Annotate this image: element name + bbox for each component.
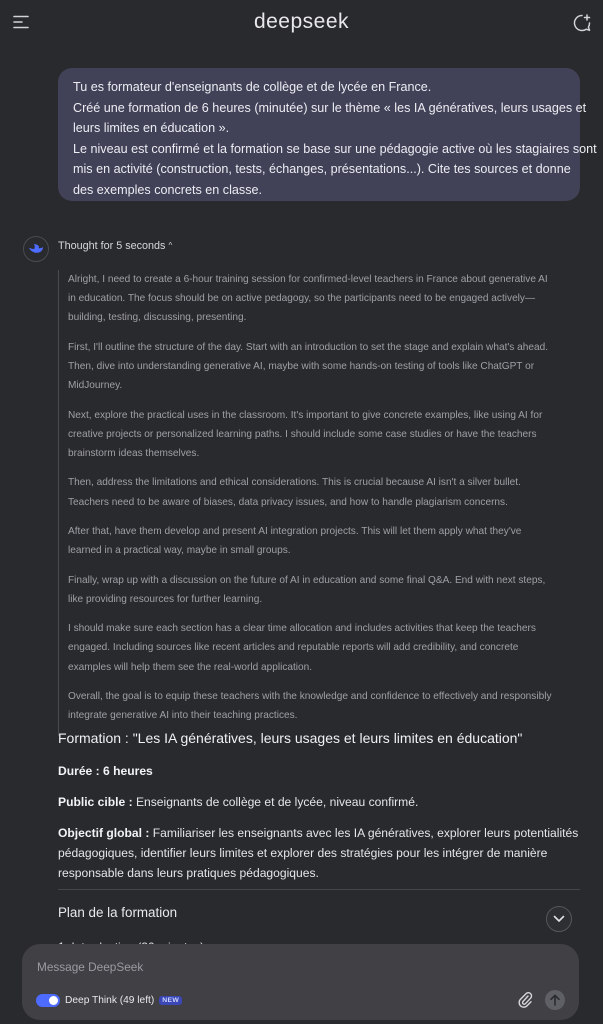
scroll-down-button[interactable]	[546, 906, 572, 932]
user-message	[58, 68, 597, 201]
assistant-answer	[58, 728, 583, 894]
audience-line: Public cible : Enseignants de collège et de lycée, niveau confirmé.	[58, 795, 419, 809]
answer-title: Formation : "Les IA génératives, leurs usages et leurs limites en éducation"	[58, 730, 523, 746]
toggle-knob	[49, 996, 58, 1005]
thinking-paragraph: Next, explore the practical uses in the classroom. It's important to give concrete examples, like using AI for creative projects or personalized learning paths. I should include some case studies or have the teachers brainstorm ideas themselves.	[68, 409, 543, 459]
objective-line: Objectif global : Familiariser les enseignants avec les IA génératives, explorer leurs potentialités pédagogiques, identifier leurs limites et explorer des stratégies pour les intégrer de manière responsable dans leurs pratiques pédagogiques.	[58, 826, 579, 880]
duration-line: Durée : 6 heures	[58, 764, 153, 778]
user-message-line: leurs limites en éducation ».	[73, 121, 230, 135]
deep-think-label: Deep Think (49 left)	[65, 995, 155, 1006]
user-message-line: Créé une formation de 6 heures (minutée) sur le thème « les IA génératives, leurs usages et	[73, 100, 587, 115]
deep-think-toggle[interactable]	[36, 994, 182, 1007]
thinking-paragraph: I should make sure each section has a clear time allocation and includes activities that keep the teachers engaged. Including sources like recent articles and reputable reports will add credibility, and concrete examples will help them see the real-world application.	[68, 623, 536, 673]
new-chat-icon[interactable]	[572, 13, 592, 33]
deepseek-avatar	[23, 236, 49, 262]
arrow-up-icon	[550, 994, 560, 1006]
top-bar	[0, 0, 603, 48]
deepseek-logo: deepseek	[253, 10, 350, 33]
toggle-switch[interactable]	[36, 994, 60, 1007]
send-button[interactable]	[545, 990, 565, 1010]
deepseek-whale-icon	[27, 242, 45, 256]
paperclip-icon[interactable]	[517, 991, 533, 1009]
thinking-paragraph: Then, address the limitations and ethical considerations. This is crucial because AI isn't a silver bullet. Teachers need to be aware of biases, data privacy issues, and how to handle plagiarism concerns.	[68, 477, 521, 508]
message-input[interactable]	[37, 958, 557, 976]
user-message-line: Tu es formateur d'enseignants de collège et de lycée en France.	[73, 80, 432, 94]
thinking-paragraph: Overall, the goal is to equip these teachers with the knowledge and confidence to effectively and responsibly integrate generative AI into their teaching practices.	[68, 690, 552, 722]
thinking-paragraph: First, I'll outline the structure of the day. Start with an introduction to set the stage and explain what's ahead. Then, dive into understanding generative AI, maybe with some hands-on testing of tools like ChatGPT or MidJourney.	[68, 341, 549, 392]
plan-heading: Plan de la formation	[58, 905, 178, 920]
thought-toggle[interactable]	[58, 240, 172, 252]
chevron-up-icon: ^	[168, 241, 173, 250]
user-message-line: mis en activité (construction, tests, échanges, présentations...). Cite tes sources et donne	[73, 162, 571, 176]
thinking-paragraph: After that, have them develop and present AI integration projects. This will let them apply what they've learned in a practical way, maybe in small groups.	[68, 525, 522, 557]
thinking-paragraph: Alright, I need to create a 6-hour training session for confirmed-level teachers in France about generative AI in education. The focus should be on active pedagogy, so the participants need to be engaged actively— building, testing, discussing, presenting.	[68, 274, 548, 324]
divider	[58, 889, 580, 890]
chevron-down-icon	[553, 915, 565, 923]
thinking-block	[58, 270, 588, 736]
user-message-line: des exemples concrets en classe.	[73, 182, 262, 197]
new-badge: NEW	[159, 996, 182, 1005]
thought-label: Thought for 5 seconds	[58, 240, 166, 252]
thinking-paragraph: Finally, wrap up with a discussion on the future of AI in education and some final Q&A. End with next steps, like providing resources for further learning.	[68, 574, 546, 605]
message-composer	[22, 944, 579, 1020]
user-message-line: Le niveau est confirmé et la formation se base sur une pédagogie active où les stagiaires sont	[73, 141, 597, 156]
